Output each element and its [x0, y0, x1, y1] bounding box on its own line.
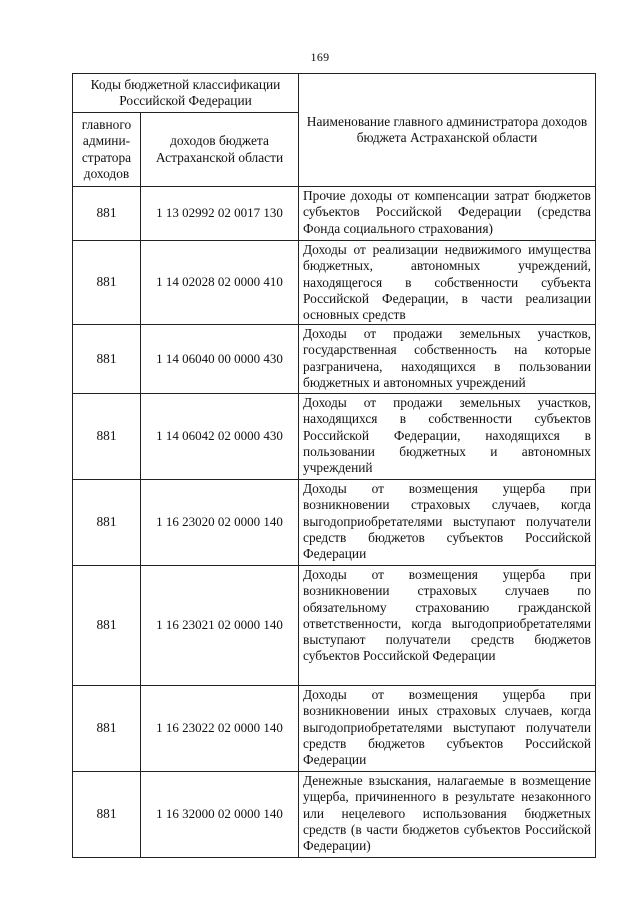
header-col-name: Наименование главного администратора доходов бюджета Астраханской области: [299, 74, 596, 187]
revenue-code-cell: 1 13 02992 02 0017 130: [141, 187, 299, 241]
revenue-code-cell: 1 16 23020 02 0000 140: [141, 480, 299, 566]
page-number: 169: [310, 50, 330, 64]
table-body: [73, 187, 596, 858]
revenue-name-cell: Доходы от возмещения ущерба при возникновении страховых случаев, когда выгодоприобретателями выступают получатели средств бюджетов субъектов Российской Федерации: [299, 480, 596, 566]
table-row: [73, 480, 596, 566]
revenue-code-cell: 1 14 06040 00 0000 430: [141, 325, 299, 394]
revenue-name-cell: Доходы от продажи земельных участков, находящихся в собственности субъектов Российской Федерации, находящихся в пользовании бюджетных и автономных учреждений: [299, 394, 596, 480]
table-row: [73, 394, 596, 480]
revenue-code-cell: 1 16 23022 02 0000 140: [141, 686, 299, 772]
revenue-name-cell: Доходы от реализации недвижимого имущества бюджетных, автономных учреждений, находящегося в собственности субъекта Российской Федерации, в части реализации основных средств: [299, 241, 596, 325]
admin-code-cell: 881: [73, 772, 141, 858]
header-group-title: Коды бюджетной классификации Российской Федерации: [73, 74, 299, 113]
revenue-name-cell: Доходы от продажи земельных участков, государственная собственность на которые разграничена, находящихся в пользовании бюджетных и автономных учреждений: [299, 325, 596, 394]
budget-classification-table: [72, 73, 596, 858]
admin-code-cell: 881: [73, 480, 141, 566]
admin-code-cell: 881: [73, 686, 141, 772]
admin-code-cell: 881: [73, 241, 141, 325]
revenue-name-cell: Денежные взыскания, налагаемые в возмещение ущерба, причиненного в результате незаконного или нецелевого использования бюджетных средств (в части бюджетов субъектов Российской Федерации): [299, 772, 596, 858]
header-col-code: доходов бюджета Астраханской области: [141, 113, 299, 187]
table-row: [73, 187, 596, 241]
table-row: [73, 241, 596, 325]
table-header: [73, 74, 596, 187]
table-row: [73, 325, 596, 394]
admin-code-cell: 881: [73, 187, 141, 241]
revenue-code-cell: 1 16 32000 02 0000 140: [141, 772, 299, 858]
header-col-admin: главного админи-стратора доходов: [73, 113, 141, 187]
table-row: [73, 772, 596, 858]
revenue-name-cell: Прочие доходы от компенсации затрат бюджетов субъектов Российской Федерации (средства Фонда социального страхования): [299, 187, 596, 241]
revenue-name-cell: Доходы от возмещения ущерба при возникновении иных страховых случаев, когда выгодоприобретателями выступают получатели средств бюджетов субъектов Российской Федерации: [299, 686, 596, 772]
table-row: [73, 566, 596, 686]
revenue-name-cell: Доходы от возмещения ущерба при возникновении страховых случаев по обязательному страхованию гражданской ответственности, когда выгодоприобретателями выступают получатели средств бюджетов субъектов Российской Федерации: [299, 566, 596, 686]
admin-code-cell: 881: [73, 566, 141, 686]
revenue-code-cell: 1 16 23021 02 0000 140: [141, 566, 299, 686]
admin-code-cell: 881: [73, 394, 141, 480]
revenue-code-cell: 1 14 02028 02 0000 410: [141, 241, 299, 325]
table-row: [73, 686, 596, 772]
admin-code-cell: 881: [73, 325, 141, 394]
revenue-code-cell: 1 14 06042 02 0000 430: [141, 394, 299, 480]
